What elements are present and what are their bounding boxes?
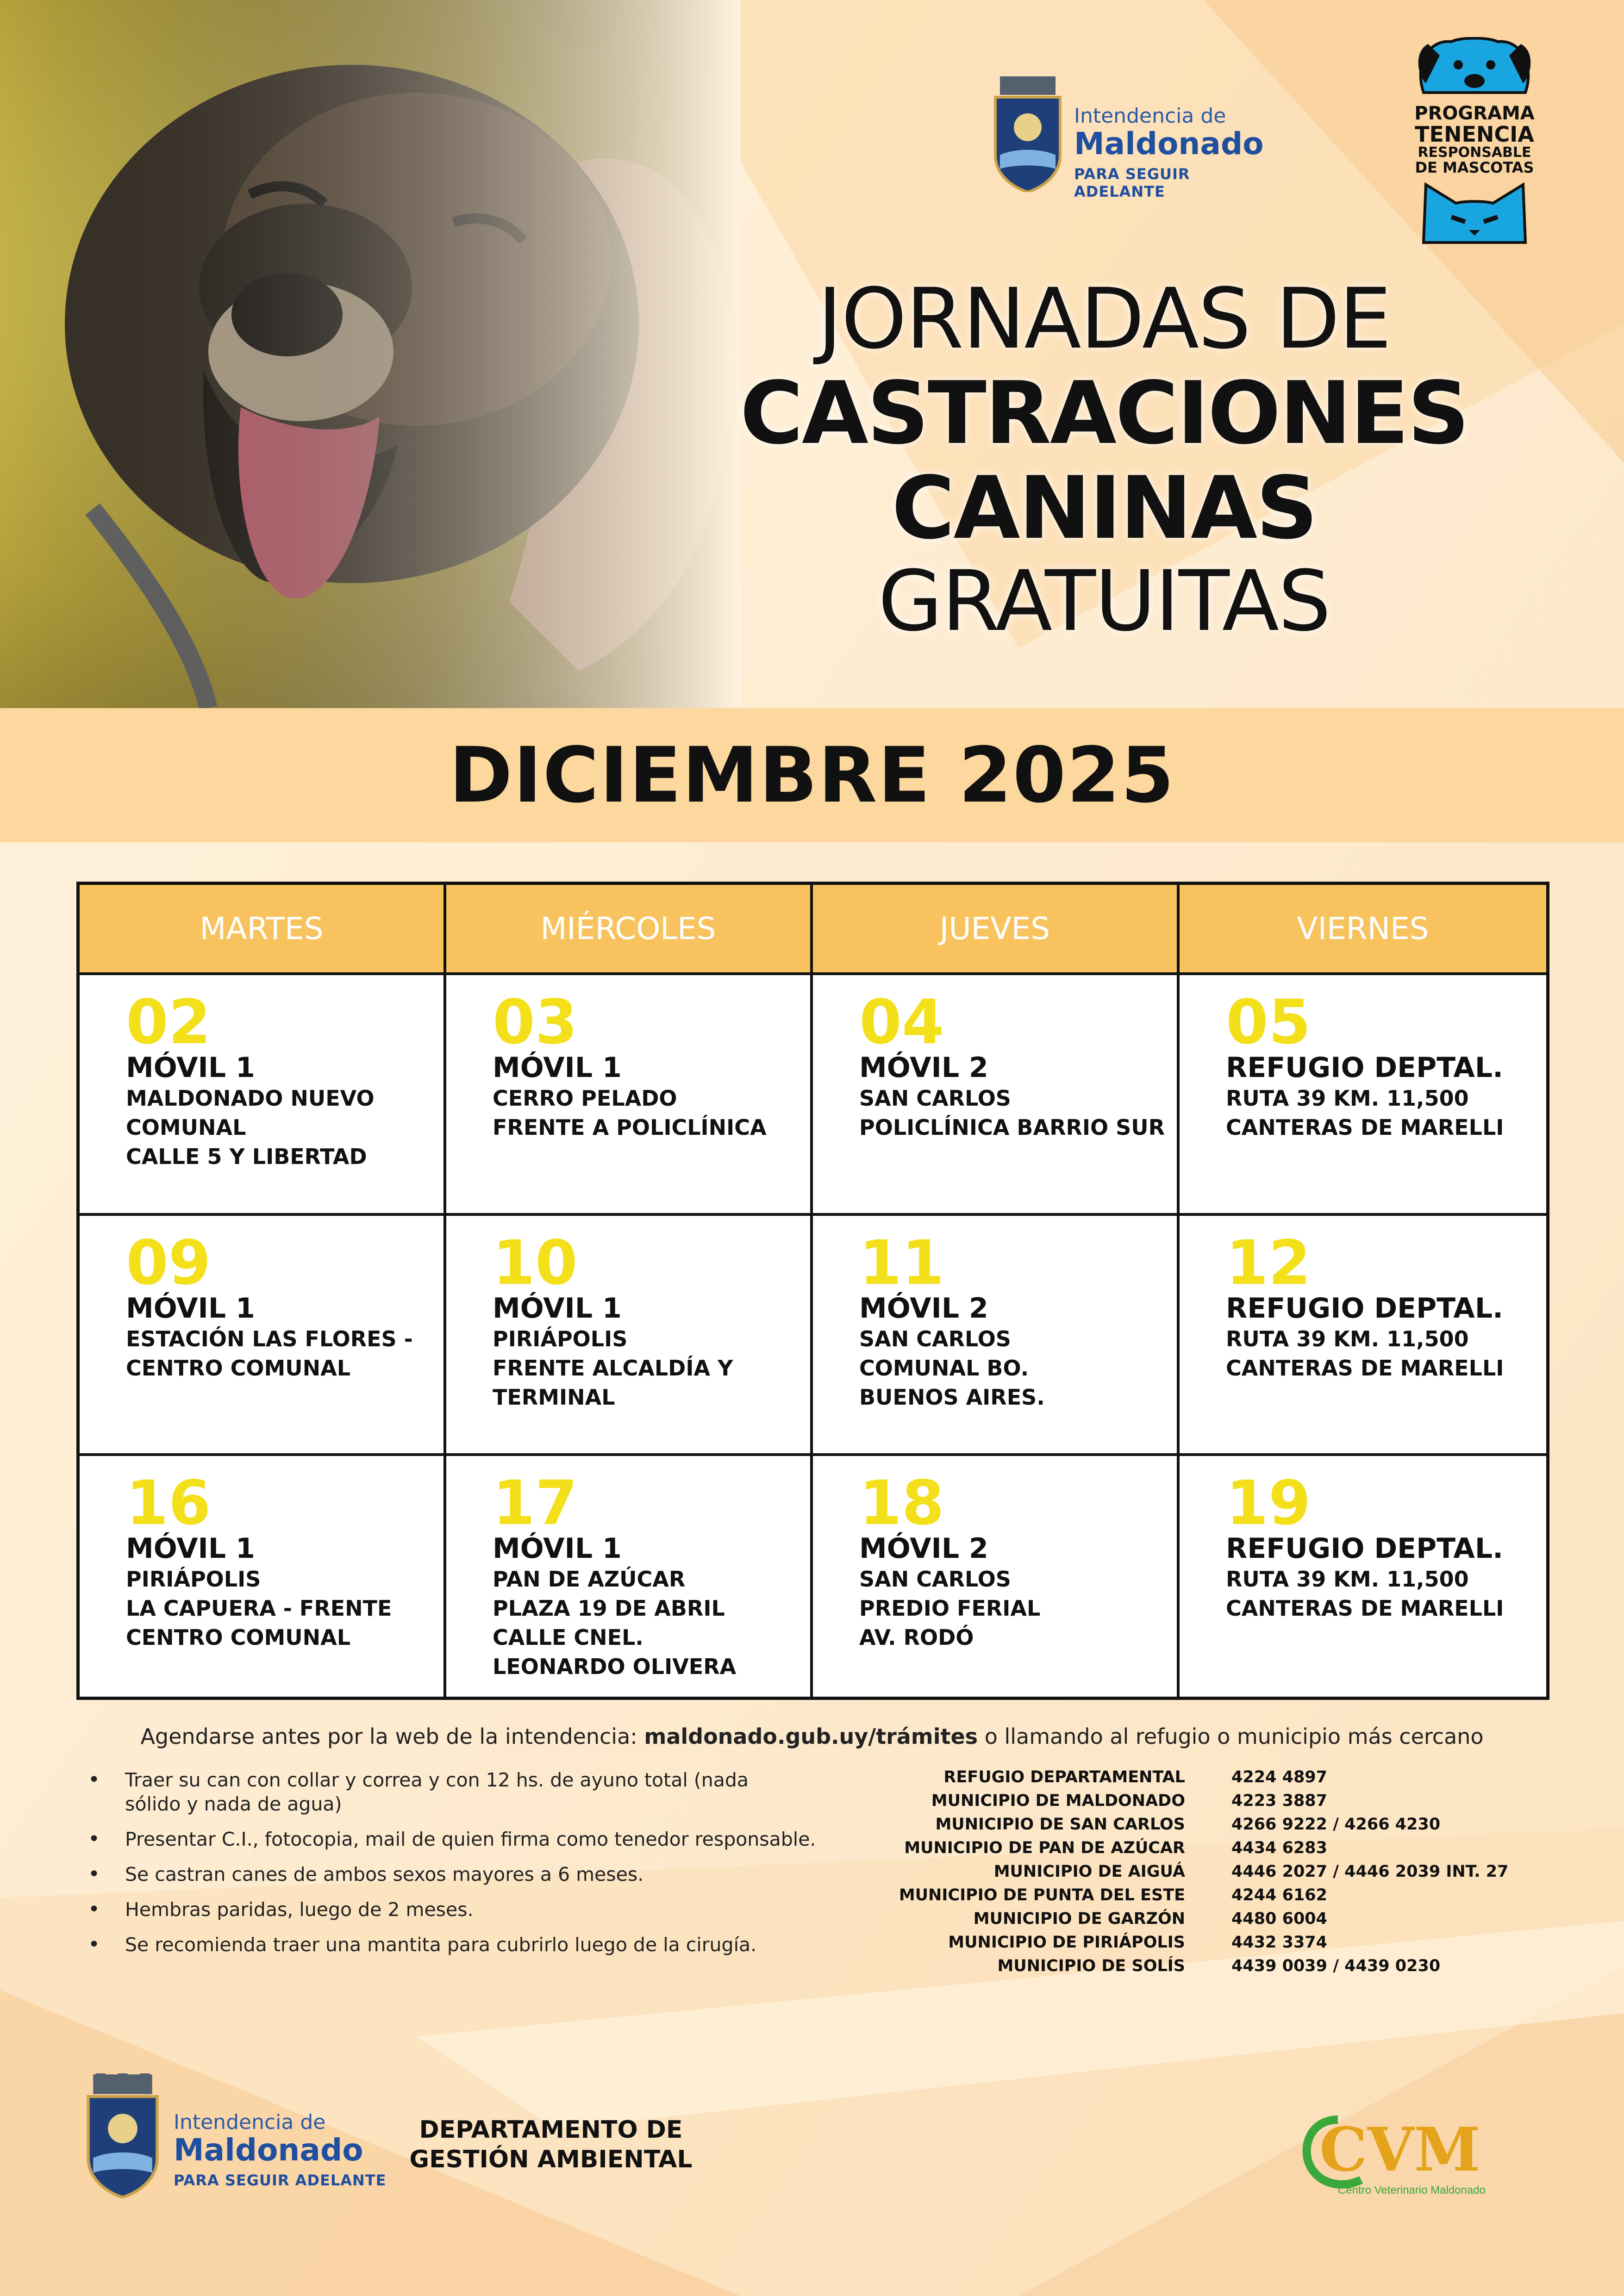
location-line: ESTACIÓN LAS FLORES - [126, 1326, 413, 1351]
day-number: 12 [1226, 1227, 1311, 1299]
unit-name: MÓVIL 2 [859, 1052, 988, 1084]
calendar-cell [813, 1456, 1180, 1697]
location-line: LA CAPUERA - FRENTE [126, 1596, 392, 1621]
location-line: LEONARDO OLIVERA [493, 1654, 737, 1680]
calendar-table [76, 882, 1549, 1700]
contact-phone: 4446 2027 / 4446 2039 INT. 27 [1231, 1862, 1509, 1881]
logo-tagline: PARA SEGUIR ADELANTE [1074, 165, 1190, 200]
logo-line1: Intendencia de [1074, 104, 1226, 128]
contact-row [870, 1789, 1565, 1813]
list-item: • Hembras paridas, luego de 2 meses. [88, 1898, 898, 1922]
location-line: PIRIÁPOLIS [493, 1326, 628, 1351]
contacts-list [870, 1766, 1565, 1978]
unit-name: MÓVIL 1 [493, 1292, 622, 1325]
contact-row [870, 1931, 1565, 1954]
programa-line2: TENENCIA [1415, 122, 1534, 147]
unit-name: MÓVIL 1 [126, 1292, 255, 1325]
dog-photo [0, 0, 741, 708]
location-line: FRENTE A POLICLÍNICA [493, 1115, 767, 1140]
location-line: RUTA 39 KM. 11,500 [1226, 1086, 1469, 1111]
agenda-url[interactable]: maldonado.gub.uy/trámites [644, 1724, 978, 1749]
calendar-cell [1180, 1456, 1546, 1697]
location-line: POLICLÍNICA BARRIO SUR [859, 1115, 1165, 1140]
location-line: CENTRO COMUNAL [126, 1355, 350, 1381]
location-line: SAN CARLOS [859, 1326, 1011, 1351]
list-item: • Traer su can con collar y correa y con 12 hs. de ayuno total (nada sólido y nada de agua) [88, 1768, 773, 1816]
contact-row [870, 1813, 1565, 1836]
day-number: 10 [493, 1227, 578, 1299]
month-heading: DICIEMBRE 2025 [449, 731, 1175, 820]
location-line: PLAZA 19 DE ABRIL [493, 1596, 725, 1621]
contact-row [870, 1836, 1565, 1860]
location-line: COMUNAL [126, 1115, 246, 1140]
contact-phone: 4432 3374 [1231, 1933, 1328, 1952]
calendar-cell [446, 1456, 813, 1697]
logo-line2: Maldonado [174, 2132, 363, 2168]
calendar-cell [446, 1216, 813, 1456]
calendar-cell [813, 975, 1180, 1216]
intendencia-logo-top [991, 76, 1264, 200]
header-martes: MARTES [80, 885, 446, 975]
dog-face-icon [1414, 37, 1535, 95]
location-line: PREDIO FERIAL [859, 1596, 1041, 1621]
contact-row [870, 1954, 1565, 1978]
contact-name: MUNICIPIO DE PAN DE AZÚCAR [904, 1839, 1185, 1857]
location-line: CANTERAS DE MARELLI [1226, 1115, 1504, 1140]
day-number: 19 [1226, 1468, 1311, 1539]
day-number: 17 [493, 1468, 578, 1539]
contact-name: MUNICIPIO DE MALDONADO [931, 1792, 1185, 1810]
unit-name: MÓVIL 1 [493, 1532, 622, 1565]
calendar-cell [446, 975, 813, 1216]
day-number: 18 [859, 1468, 944, 1539]
location-line: CANTERAS DE MARELLI [1226, 1355, 1504, 1381]
cvm-logo [1292, 2106, 1514, 2198]
contact-phone: 4266 9222 / 4266 4230 [1231, 1815, 1441, 1834]
location-line: CALLE 5 Y LIBERTAD [126, 1144, 367, 1169]
title-line1: JORNADAS DE [818, 271, 1391, 367]
contact-row [870, 1884, 1565, 1907]
title-line3: CANINAS [892, 458, 1317, 558]
day-number: 04 [859, 987, 944, 1058]
cvm-letters: CVM [1319, 2114, 1481, 2185]
location-line: CERRO PELADO [493, 1086, 677, 1111]
location-line: MALDONADO NUEVO [126, 1086, 375, 1111]
location-line: RUTA 39 KM. 11,500 [1226, 1567, 1469, 1592]
cvm-name: Centro Veterinario Maldonado [1338, 2184, 1486, 2196]
intendencia-logo-bottom [83, 2073, 407, 2208]
calendar-cell [1180, 975, 1546, 1216]
contact-name: MUNICIPIO DE SAN CARLOS [935, 1815, 1185, 1834]
title-line2: CASTRACIONES [740, 363, 1468, 463]
list-item: • Se recomienda traer una mantita para cubrirlo luego de la cirugía. [88, 1933, 898, 1957]
day-number: 11 [859, 1227, 944, 1299]
location-line: SAN CARLOS [859, 1086, 1011, 1111]
unit-name: MÓVIL 1 [493, 1052, 622, 1084]
contact-row [870, 1860, 1565, 1884]
day-number: 16 [126, 1468, 211, 1539]
department-name [407, 2115, 694, 2174]
logo-tagline: PARA SEGUIR ADELANTE [174, 2172, 387, 2189]
unit-name: MÓVIL 1 [126, 1532, 255, 1565]
calendar-cell [80, 1216, 446, 1456]
programa-line4: DE MASCOTAS [1415, 158, 1534, 176]
location-line: SAN CARLOS [859, 1567, 1011, 1592]
programa-tenencia-logo [1405, 37, 1544, 259]
dept-line2: GESTIÓN AMBIENTAL [409, 2146, 693, 2173]
list-item: • Presentar C.I., fotocopia, mail de quien firma como tenedor responsable. [88, 1827, 898, 1851]
contact-phone: 4434 6283 [1231, 1839, 1328, 1857]
contact-phone: 4244 6162 [1231, 1886, 1328, 1904]
agenda-note [0, 1724, 1624, 1749]
contact-phone: 4223 3887 [1231, 1792, 1328, 1810]
requirements-list [88, 1768, 898, 1968]
contact-name: MUNICIPIO DE SOLÍS [997, 1957, 1185, 1975]
contact-name: MUNICIPIO DE AIGUÁ [993, 1862, 1185, 1881]
contact-phone: 4480 6004 [1231, 1910, 1328, 1928]
poster-title [722, 273, 1486, 648]
location-line: COMUNAL BO. [859, 1355, 1029, 1381]
location-line: BUENOS AIRES. [859, 1384, 1045, 1410]
unit-name: REFUGIO DEPTAL. [1226, 1052, 1503, 1084]
contact-phone: 4224 4897 [1231, 1768, 1328, 1786]
location-line: FRENTE ALCALDÍA Y [493, 1355, 733, 1381]
location-line: AV. RODÓ [859, 1625, 974, 1650]
unit-name: REFUGIO DEPTAL. [1226, 1532, 1503, 1565]
day-number: 03 [493, 987, 578, 1058]
location-line: CENTRO COMUNAL [126, 1625, 350, 1650]
shield-icon [83, 2073, 162, 2198]
shield-icon [991, 76, 1065, 192]
contact-name: MUNICIPIO DE GARZÓN [973, 1910, 1185, 1928]
header-viernes: VIERNES [1180, 885, 1546, 975]
agenda-suffix: o llamando al refugio o municipio más cercano [978, 1724, 1484, 1749]
header-miercoles: MIÉRCOLES [446, 885, 813, 975]
cvm-logo-icon [1292, 2106, 1514, 2198]
day-number: 09 [126, 1227, 211, 1299]
day-number: 05 [1226, 987, 1311, 1058]
cat-face-icon [1414, 180, 1535, 245]
unit-name: MÓVIL 2 [859, 1532, 988, 1565]
unit-name: MÓVIL 1 [126, 1052, 255, 1084]
day-number: 02 [126, 987, 211, 1058]
unit-name: REFUGIO DEPTAL. [1226, 1292, 1503, 1325]
location-line: TERMINAL [493, 1384, 615, 1410]
location-line: CANTERAS DE MARELLI [1226, 1596, 1504, 1621]
contact-name: REFUGIO DEPARTAMENTAL [943, 1768, 1185, 1786]
title-line4: GRATUITAS [878, 553, 1330, 650]
location-line: RUTA 39 KM. 11,500 [1226, 1326, 1469, 1351]
calendar-cell [80, 1456, 446, 1697]
calendar-cell [80, 975, 446, 1216]
calendar-cell [1180, 1216, 1546, 1456]
contact-name: MUNICIPIO DE PUNTA DEL ESTE [899, 1886, 1185, 1904]
logo-line2: Maldonado [1074, 126, 1264, 162]
agenda-prefix: Agendarse antes por la web de la intendencia: [140, 1724, 644, 1749]
contact-row [870, 1766, 1565, 1789]
dept-line1: DEPARTAMENTO DE [419, 2116, 683, 2144]
location-line: PIRIÁPOLIS [126, 1567, 261, 1592]
contact-name: MUNICIPIO DE PIRIÁPOLIS [948, 1933, 1185, 1952]
header-jueves: JUEVES [813, 885, 1180, 975]
programa-line1: PROGRAMA [1414, 103, 1535, 124]
programa-line3: RESPONSABLE [1418, 144, 1531, 161]
location-line: CALLE CNEL. [493, 1625, 643, 1650]
contact-phone: 4439 0039 / 4439 0230 [1231, 1957, 1441, 1975]
list-item: • Se castran canes de ambos sexos mayores a 6 meses. [88, 1862, 898, 1886]
location-line: PAN DE AZÚCAR [493, 1567, 686, 1592]
calendar-cell [813, 1216, 1180, 1456]
unit-name: MÓVIL 2 [859, 1292, 988, 1325]
contact-row [870, 1907, 1565, 1931]
logo-line1: Intendencia de [174, 2110, 326, 2134]
